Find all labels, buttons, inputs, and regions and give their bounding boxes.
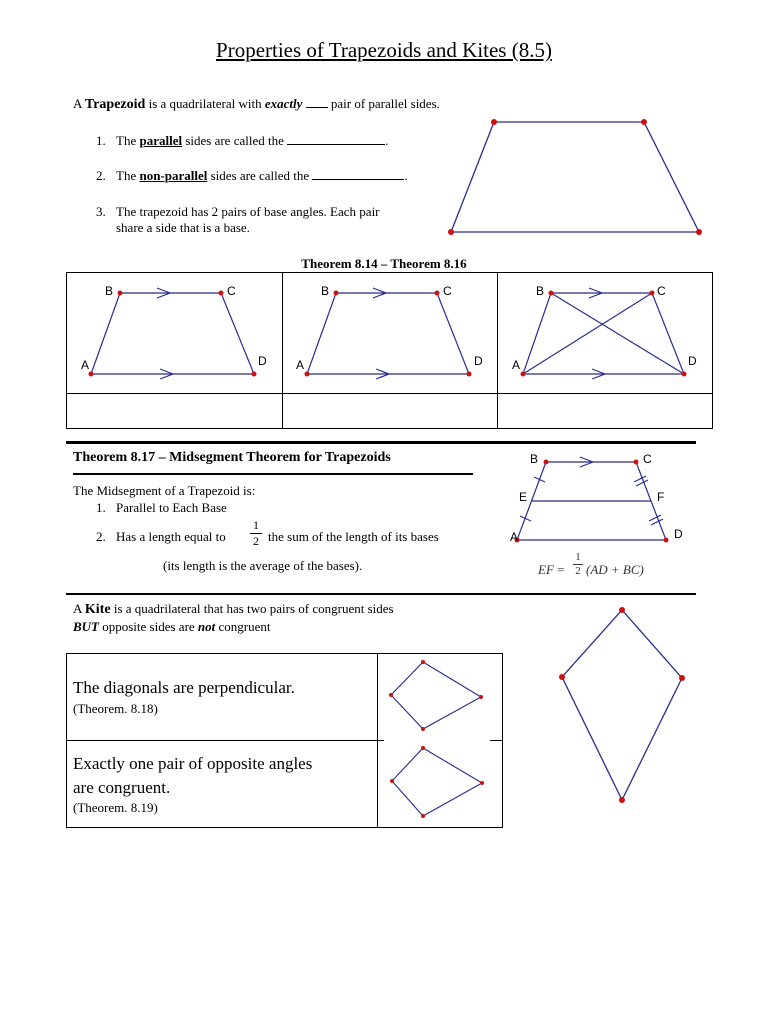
vertex-label: C	[227, 284, 236, 298]
vertex-label: C	[443, 284, 452, 298]
vertex-label: A	[296, 358, 305, 372]
midsegment-intro: The Midsegment of a Trapezoid is:	[73, 483, 256, 498]
midsegment-note: (its length is the average of the bases).	[163, 558, 363, 573]
page-title: Properties of Trapezoids and Kites (8.5)	[216, 38, 552, 62]
vertex-label: B	[530, 452, 539, 466]
fraction-one-half: 1 2	[250, 518, 262, 549]
vertex-label: A	[81, 358, 90, 372]
vertex-label: A	[510, 530, 519, 544]
trapezoid-item-1: 1. The parallel sides are called the .	[96, 133, 389, 148]
kite-theorem-1: The diagonals are perpendicular.	[73, 678, 295, 697]
vertex-label: B	[105, 284, 114, 298]
kite-theorem-2: Exactly one pair of opposite angles are congruent.	[73, 754, 313, 797]
kite-theorem-1-ref: (Theorem. 8.18)	[73, 701, 158, 716]
vertex-label: E	[519, 490, 528, 504]
kite-theorem-2-ref: (Theorem. 8.19)	[73, 800, 158, 815]
vertex-label: B	[321, 284, 330, 298]
midsegment-formula-rhs: (AD + BC)	[586, 562, 644, 577]
vertex-label: D	[258, 354, 267, 368]
vertex-label: D	[674, 527, 683, 541]
vertex-label: C	[657, 284, 666, 298]
trapezoid-item-2: 2. The non-parallel sides are called the .	[96, 168, 408, 183]
kite-definition-line-2: BUT opposite sides are not congruent	[73, 619, 271, 634]
midsegment-item-2-rest: the sum of the length of its bases	[268, 529, 439, 544]
formula-fraction: 1 2	[573, 551, 583, 578]
vertex-label: D	[474, 354, 483, 368]
trapezoid-definition: A Trapezoid is a quadrilateral with exactly pair of parallel sides.	[73, 96, 440, 112]
vertex-label: B	[536, 284, 545, 298]
midsegment-formula-lhs: EF =	[538, 562, 565, 577]
midsegment-item-1: 1. Parallel to Each Base	[96, 500, 227, 515]
trapezoid-item-3: 3. The trapezoid has 2 pairs of base angles. Each pair share a side that is a base.	[96, 204, 380, 235]
vertex-label: D	[688, 354, 697, 368]
theorem-range-heading: Theorem 8.14 – Theorem 8.16	[301, 256, 467, 271]
midsegment-item-2: 2. Has a length equal to	[96, 529, 226, 544]
vertex-label: F	[657, 490, 665, 504]
vertex-label: A	[512, 358, 521, 372]
vertex-label: C	[643, 452, 652, 466]
midsegment-heading: Theorem 8.17 – Midsegment Theorem for Trapezoids	[73, 450, 391, 465]
kite-definition: A Kite is a quadrilateral that has two pairs of congruent sides	[73, 601, 394, 617]
